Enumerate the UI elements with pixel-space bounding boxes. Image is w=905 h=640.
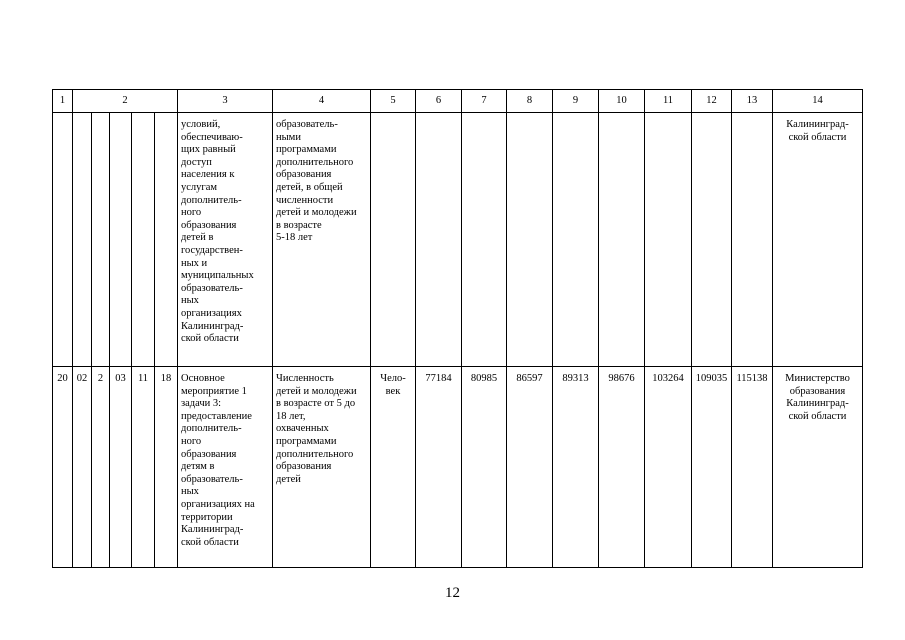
value-cell [507, 113, 552, 119]
header-col-7: 7 [462, 90, 507, 113]
value-cell [599, 113, 644, 119]
unit-cell: Чело- век [380, 373, 406, 397]
executor-cell: Министерство образования Калининград- ской области [785, 373, 850, 422]
header-row [53, 90, 863, 113]
indicator-cell: Численность детей и молодежи в возрасте от 5 до 18 лет, охваченных программами дополнительного образования детей [276, 373, 357, 485]
header-col-6: 6 [416, 90, 462, 113]
page-number: 12 [445, 585, 460, 601]
code-cell [155, 113, 177, 119]
value-cell: 103264 [652, 373, 684, 384]
data-table [52, 89, 863, 568]
header-col-3: 3 [178, 90, 273, 113]
executor-cell: Калининград- ской области [786, 119, 849, 143]
header-col-10: 10 [599, 90, 645, 113]
code-cell: 2 [97, 373, 104, 384]
value-cell: 115138 [736, 373, 768, 384]
value-cell: 77184 [425, 373, 452, 384]
header-col-11: 11 [645, 90, 692, 113]
description-cell: Основное мероприятие 1 задачи 3: предоставление дополнитель- ного образования детям в образователь- ных организациях на территории Калининград- ской области [181, 373, 255, 548]
code-cell: 18 [160, 373, 172, 384]
code-cell: 02 [76, 373, 88, 384]
value-cell: 89313 [562, 373, 589, 384]
header-col-8: 8 [507, 90, 553, 113]
code-cell [132, 113, 154, 119]
unit-cell [371, 113, 415, 119]
value-cell: 80985 [470, 373, 498, 384]
code-cell [53, 113, 72, 119]
table-row [53, 113, 863, 367]
indicator-cell: образователь- ными программами дополнительного образования детей, в общей численности детей и молодежи в возрасте 5-18 лет [276, 119, 357, 244]
value-cell: 86597 [516, 373, 543, 384]
header-col-1: 1 [53, 90, 73, 113]
value-cell [732, 113, 772, 119]
table-row [53, 367, 863, 568]
value-cell: 98676 [608, 373, 635, 384]
code-cell: 03 [115, 373, 126, 384]
header-col-4: 4 [273, 90, 371, 113]
value-cell: 109035 [695, 373, 728, 384]
header-col-13: 13 [732, 90, 773, 113]
header-col-9: 9 [553, 90, 599, 113]
value-cell [692, 113, 731, 119]
value-cell [462, 113, 506, 119]
code-cell: 20 [57, 373, 68, 384]
code-cell: 11 [137, 373, 149, 384]
code-cell [110, 113, 131, 119]
code-cell [73, 113, 91, 119]
header-col-5: 5 [371, 90, 416, 113]
value-cell [645, 113, 691, 119]
value-cell [553, 113, 598, 119]
description-cell: условий, обеспечиваю- щих равный доступ населения к услугам дополнитель- ного образования детей в государствен- ных и муниципальных образователь- ных организациях Калининград- ской области [181, 119, 254, 345]
header-col-12: 12 [692, 90, 732, 113]
header-col-2: 2 [73, 90, 178, 113]
code-cell [92, 113, 109, 119]
value-cell [416, 113, 461, 119]
header-col-14: 14 [773, 90, 863, 113]
